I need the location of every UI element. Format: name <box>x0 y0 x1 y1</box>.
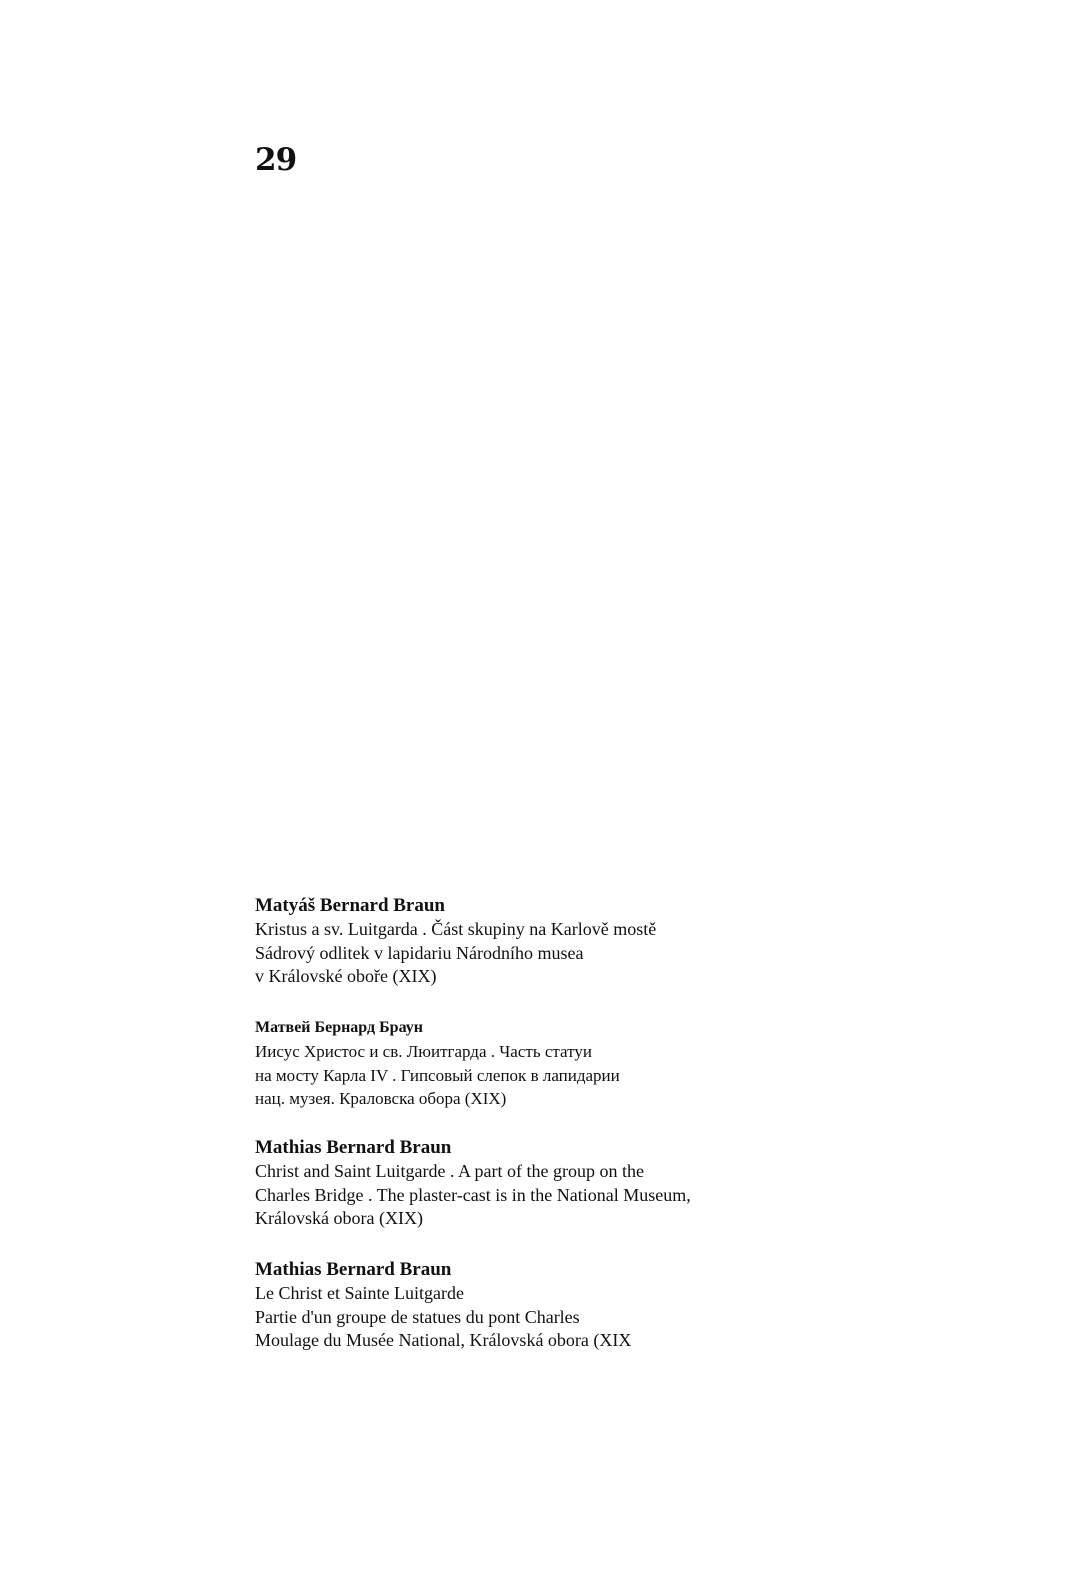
caption-line: на мосту Карла IV . Гипсовый слепок в лапидарии <box>255 1065 620 1085</box>
caption-line: Christ and Saint Luitgarde . A part of the group on the <box>255 1161 644 1181</box>
caption-english <box>255 1136 865 1231</box>
caption-line: нац. музея. Краловска обора (XIX) <box>255 1089 507 1108</box>
caption-author-french: Mathias Bernard Braun <box>255 1259 452 1280</box>
caption-line: Moulage du Musée National, Královská obora (XIX <box>255 1330 632 1350</box>
caption-czech <box>255 894 865 989</box>
caption-line: v Královské oboře (XIX) <box>255 966 437 986</box>
caption-line: Sádrový odlitek v lapidariu Národního musea <box>255 942 584 963</box>
caption-french <box>255 1258 865 1353</box>
caption-line: Le Christ et Sainte Luitgarde <box>255 1283 464 1303</box>
caption-line: Partie d'un groupe de statues du pont Charles <box>255 1306 580 1327</box>
caption-line: Královská obora (XIX) <box>255 1208 423 1228</box>
caption-author-russian: Матвей Бернард Браун <box>255 1019 423 1036</box>
caption-line: Charles Bridge . The plaster-cast is in the National Museum, <box>255 1184 691 1205</box>
caption-author-czech: Matyáš Bernard Braun <box>255 895 445 916</box>
caption-russian <box>255 1016 865 1111</box>
caption-author-english: Mathias Bernard Braun <box>255 1137 452 1158</box>
caption-line: Kristus a sv. Luitgarda . Část skupiny na Karlově mostě <box>255 919 657 939</box>
page-number: 29 <box>255 142 297 178</box>
caption-line: Иисус Христос и св. Люитгарда . Часть статуи <box>255 1042 592 1061</box>
